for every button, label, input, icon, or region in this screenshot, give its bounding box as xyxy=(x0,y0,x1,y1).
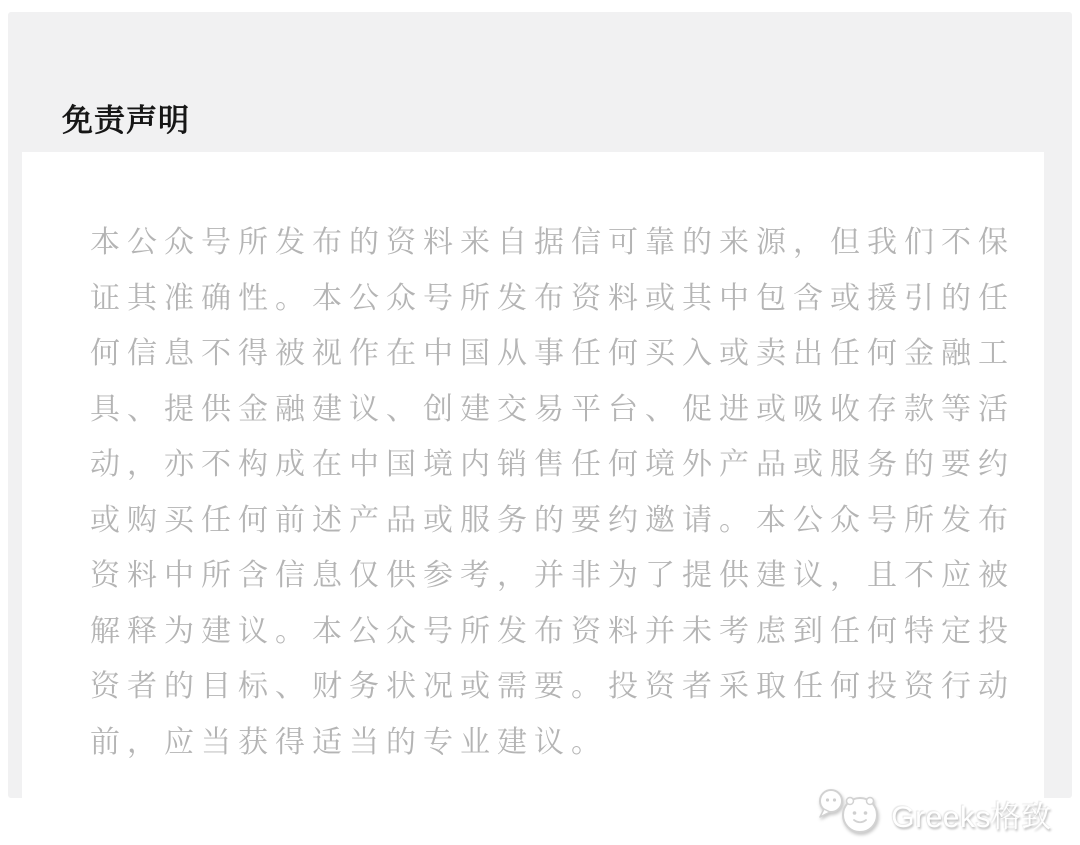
disclaimer-line: 资者的目标、财务状况或需要。投资者采取任何投资行动 xyxy=(90,670,1015,703)
disclaimer-paragraph xyxy=(90,215,1030,770)
disclaimer-line: 或购买任何前述产品或服务的要约邀请。本公众号所发布 xyxy=(90,503,1015,537)
disclaimer-line: 具、提供金融建议、创建交易平台、促进或吸收存款等活 xyxy=(90,392,1015,426)
chat-bubbles-logo-icon xyxy=(815,786,887,841)
disclaimer-line: 动，亦不构成在中国境内销售任何境外产品或服务的要约 xyxy=(90,448,1015,481)
disclaimer-line: 证其准确性。本公众号所发布资料或其中包含或援引的任 xyxy=(90,281,1015,315)
disclaimer-line: 何信息不得被视作在中国从事任何买入或卖出任何金融工 xyxy=(90,337,1015,370)
disclaimer-line: 资料中所含信息仅供参考，并非为了提供建议，且不应被 xyxy=(90,559,1015,592)
disclaimer-line: 前，应当获得适当的专业建议。 xyxy=(90,725,608,759)
disclaimer-line: 本公众号所发布的资料来自据信可靠的来源，但我们不保 xyxy=(90,226,1015,259)
watermark-label: Greeks格致 xyxy=(891,800,1052,834)
watermark xyxy=(815,786,1052,841)
page-title: 免责声明 xyxy=(62,102,190,138)
disclaimer-line: 解释为建议。本公众号所发布资料并未考虑到任何特定投 xyxy=(90,614,1015,648)
